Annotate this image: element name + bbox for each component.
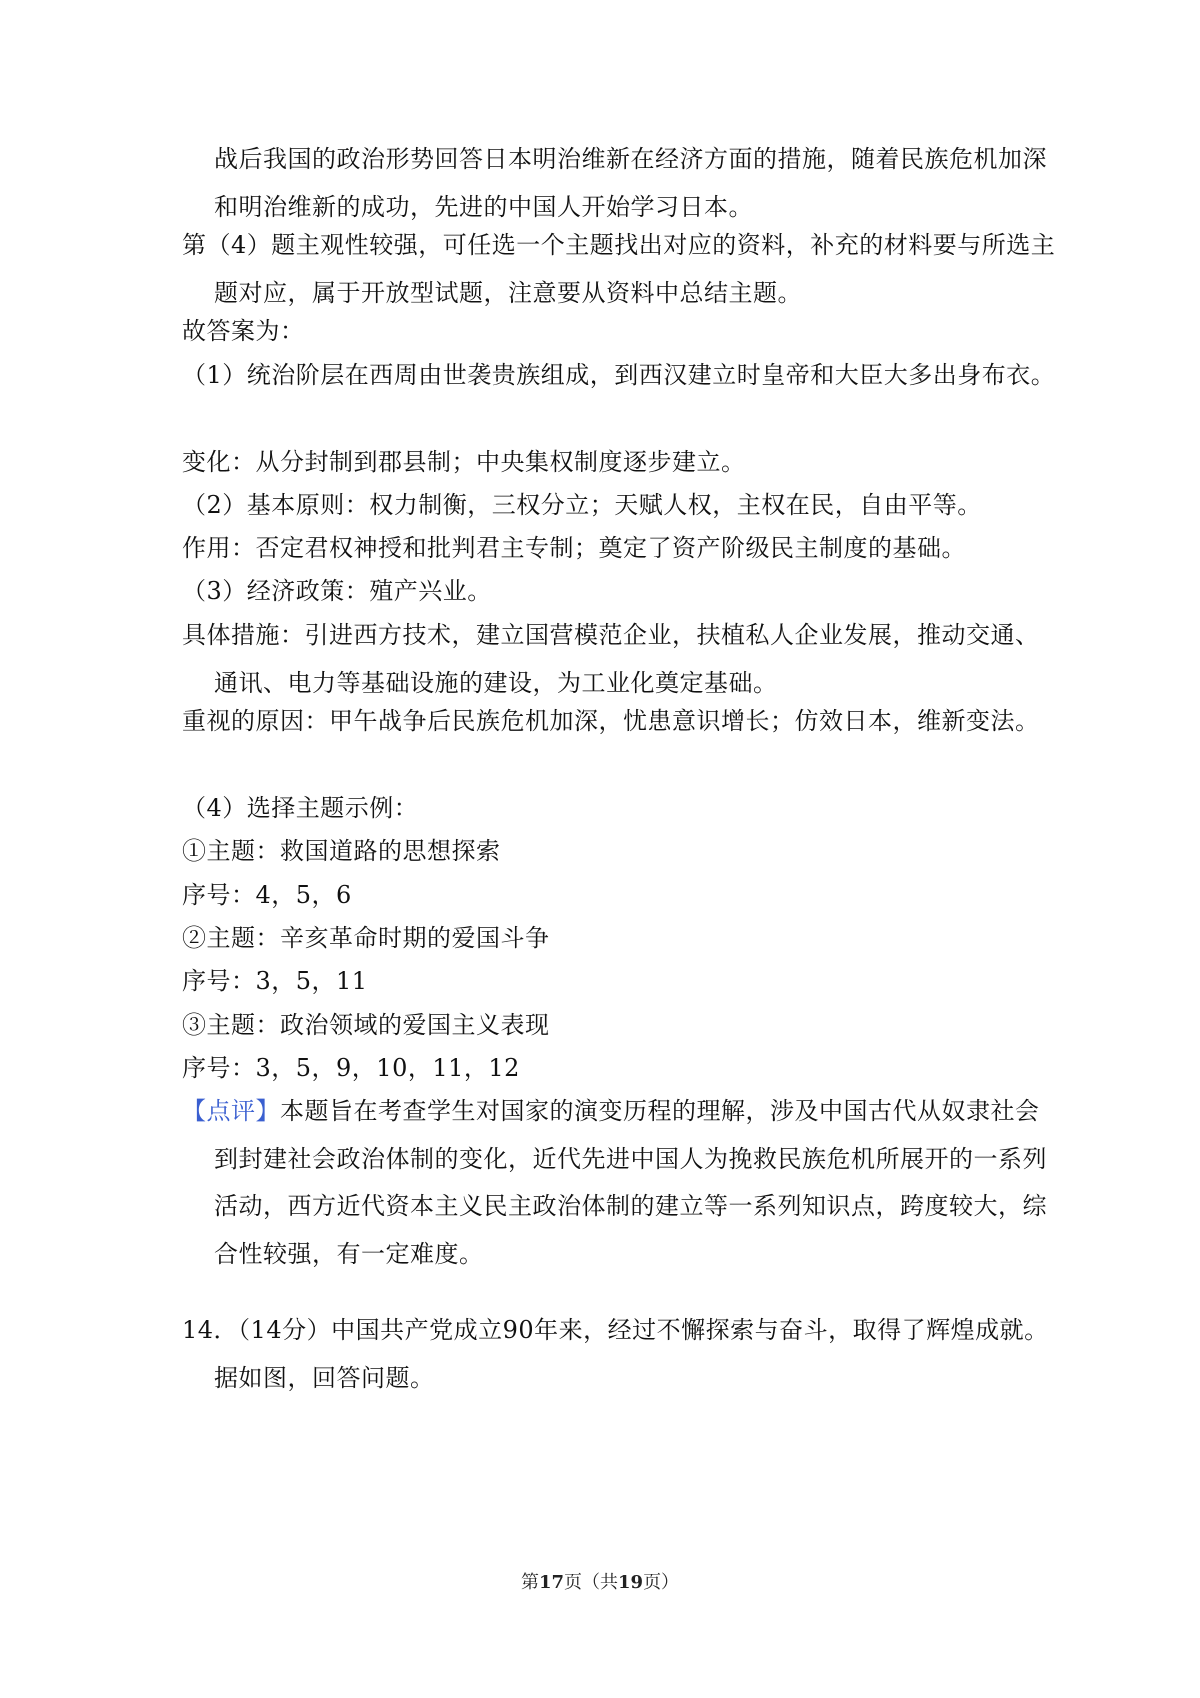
theme-1-numbers: 序号：4，5，6 (182, 881, 352, 909)
theme-3: ③主题：政治领域的爱国主义表现 (182, 1011, 550, 1039)
page-footer (0, 1568, 1200, 1594)
comment-text: 本题旨在考查学生对国家的演变历程的理解，涉及中国古代从奴隶社会到封建社会政治体制的变化，近代先进中国人为挽救民族危机所展开的一系列活动，西方近代资本主义民主政治体制的建立等一系列知识点，跨度较大，综合性较强，有一定难度。 (214, 1097, 1047, 1268)
question-14 (182, 1307, 1060, 1402)
answer-4-heading: （4）选择主题示例： (182, 794, 419, 822)
answer-1-change: 变化：从分封制到郡县制；中央集权制度逐步建立。 (182, 448, 746, 476)
footer-middle: 页（共 (564, 1572, 618, 1593)
answer-heading: 故答案为： (182, 317, 305, 345)
theme-2: ②主题：辛亥革命时期的爱国斗争 (182, 924, 550, 952)
question-text: （14分）中国共产党成立90年来，经过不懈探索与奋斗，取得了辉煌成就。据如图，回答问题。 (214, 1316, 1049, 1392)
answer-2-principle: （2）基本原则：权力制衡，三权分立；天赋人权，主权在民，自由平等。 (182, 491, 982, 519)
footer-prefix: 第 (520, 1572, 539, 1593)
footer-suffix: 页） (643, 1572, 680, 1593)
comment-tag: 【点评】 (182, 1097, 280, 1125)
answer-3-reason: 重视的原因：甲午战争后民族危机加深，忧患意识增长；仿效日本，维新变法。 (182, 707, 1040, 735)
answer-1: （1）统治阶层在西周由世袭贵族组成，到西汉建立时皇帝和大臣大多出身布衣。 (182, 361, 1056, 389)
question-number: 14． (182, 1316, 239, 1344)
footer-page-number: 17 (538, 1572, 564, 1593)
theme-1: ①主题：救国道路的思想探索 (182, 837, 501, 865)
paragraph-analysis-4: 第（4）题主观性较强，可任选一个主题找出对应的资料，补充的材料要与所选主题对应，属于开放型试题，注意要从资料中总结主题。 (182, 231, 1056, 307)
paragraph-continuation: 战后我国的政治形势回答日本明治维新在经济方面的措施，随着民族危机加深和明治维新的成功，先进的中国人开始学习日本。 (214, 145, 1047, 221)
answer-3-measures: 具体措施：引进西方技术，建立国营模范企业，扶植私人企业发展，推动交通、通讯、电力等基础设施的建设，为工业化奠定基础。 (182, 621, 1040, 697)
theme-2-numbers: 序号：3，5，11 (182, 967, 368, 995)
answer-2-effect: 作用：否定君权神授和批判君主专制；奠定了资产阶级民主制度的基础。 (182, 534, 966, 562)
theme-3-numbers: 序号：3，5，9，10，11，12 (182, 1054, 520, 1082)
comment-paragraph (182, 1088, 1060, 1278)
answer-3-policy: （3）经济政策：殖产兴业。 (182, 577, 492, 605)
footer-total-pages: 19 (618, 1572, 644, 1593)
